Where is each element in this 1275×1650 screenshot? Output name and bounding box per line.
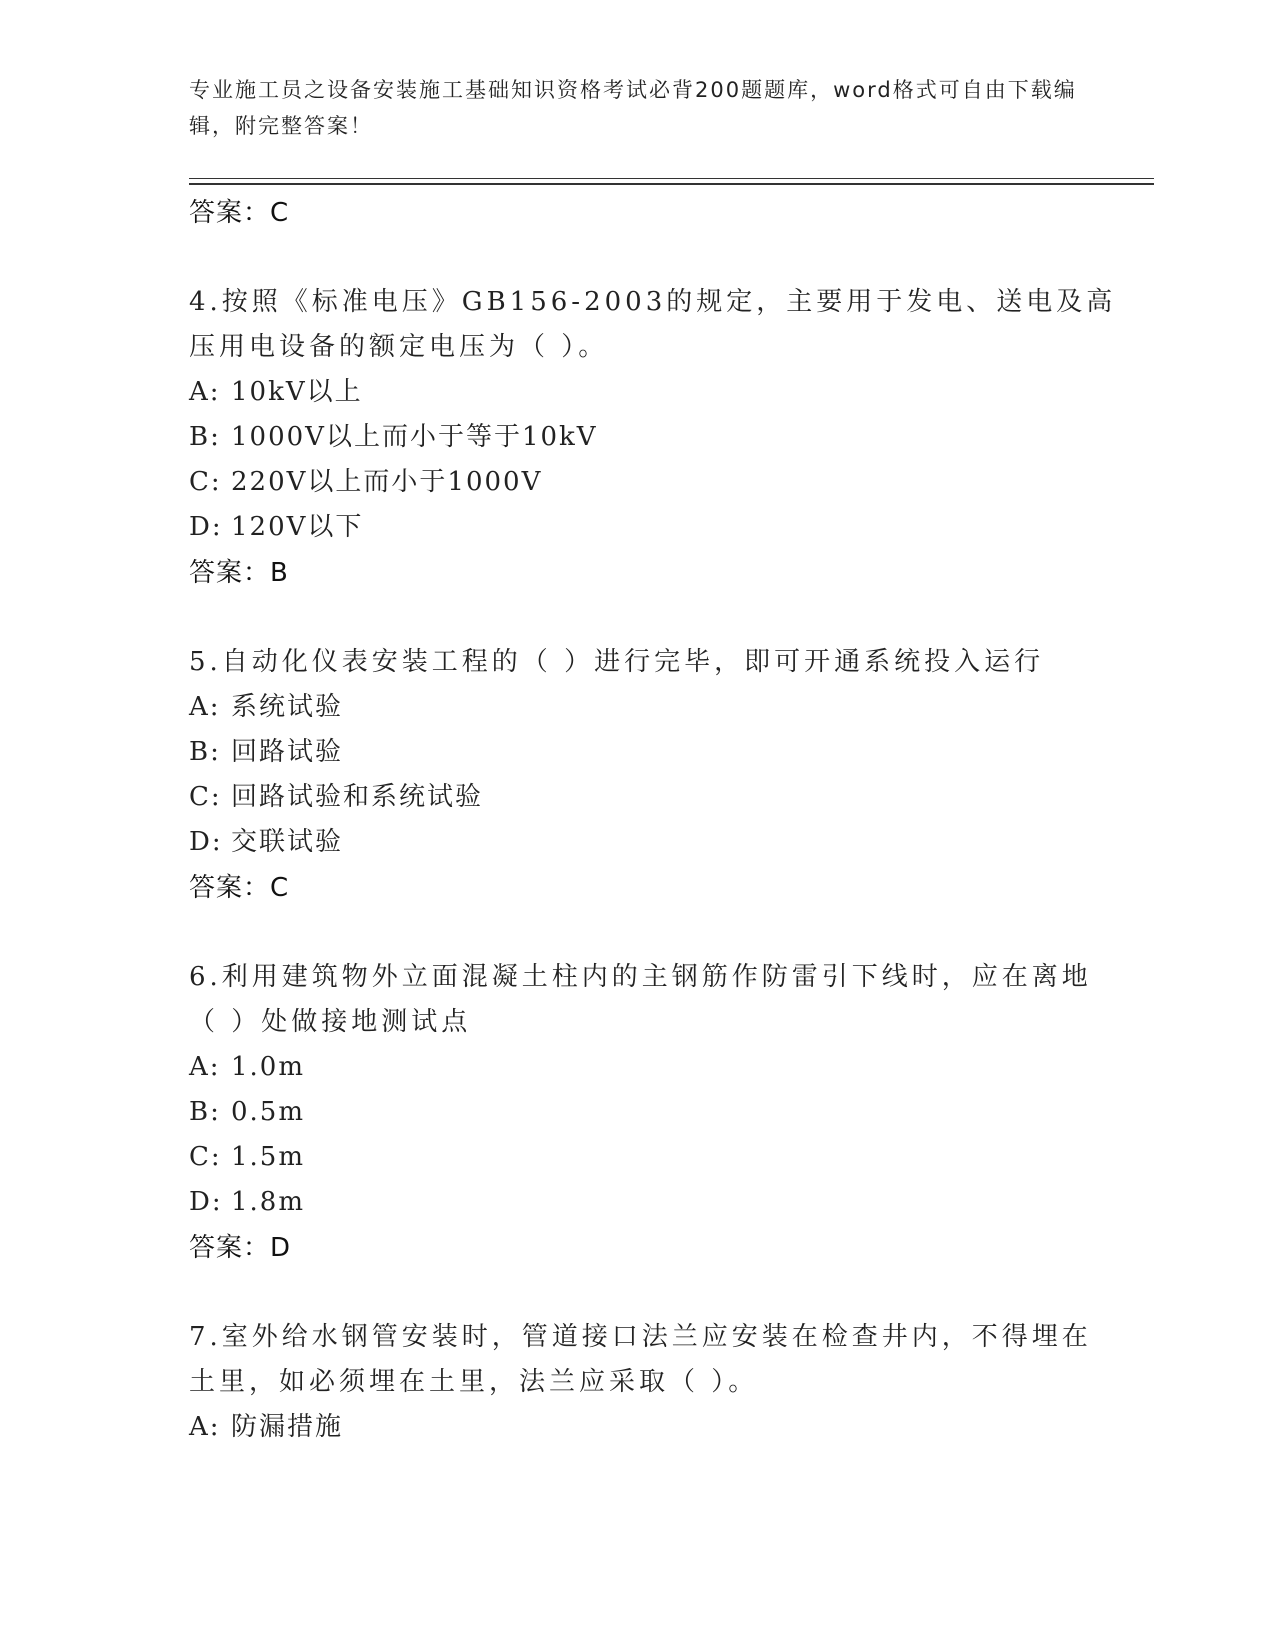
option-a — [189, 1045, 1119, 1090]
option-a — [189, 685, 1119, 730]
question-text: 7.室外给水钢管安装时，管道接口法兰应安装在检查井内，不得埋在土里，如必须埋在土里，法兰应采取（ ）。 — [189, 1322, 1092, 1397]
option-letter: C: — [189, 1142, 222, 1172]
answer-line: 答案：C — [189, 198, 290, 228]
option-letter: C: — [189, 467, 222, 497]
option-letter: B: — [189, 422, 221, 452]
option-text: 10kV以上 — [231, 377, 363, 407]
option-d — [189, 505, 1119, 550]
option-c — [189, 775, 1119, 820]
option-a — [189, 370, 1119, 415]
option-text: 1.0m — [231, 1052, 306, 1082]
question-text: 5.自动化仪表安装工程的（ ）进行完毕，即可开通系统投入运行 — [189, 647, 1045, 677]
option-b — [189, 730, 1119, 775]
question-text: 4.按照《标准电压》GB156-2003的规定，主要用于发电、送电及高压用电设备的额定电压为（ ）。 — [189, 287, 1117, 362]
question-item — [189, 280, 1119, 596]
option-text: 系统试验 — [231, 692, 344, 722]
option-text: 1.8m — [231, 1187, 306, 1217]
option-d — [189, 820, 1119, 865]
option-letter: D: — [189, 827, 223, 857]
option-text: 120V以下 — [231, 512, 364, 542]
question-item — [189, 955, 1119, 1271]
option-text: 交联试验 — [231, 827, 344, 857]
answer-line: 答案：B — [189, 558, 289, 588]
option-text: 回路试验 — [231, 737, 344, 767]
answer-line: 答案：D — [189, 1233, 292, 1263]
option-b — [189, 415, 1119, 460]
option-text: 1.5m — [231, 1142, 306, 1172]
option-letter: A: — [189, 1412, 221, 1442]
option-c — [189, 460, 1119, 505]
option-text: 回路试验和系统试验 — [231, 782, 484, 812]
option-letter: A: — [189, 1052, 221, 1082]
header-divider-thick — [189, 183, 1154, 185]
option-letter: C: — [189, 782, 222, 812]
option-letter: B: — [189, 737, 221, 767]
option-d — [189, 1180, 1119, 1225]
option-c — [189, 1135, 1119, 1180]
option-letter: B: — [189, 1097, 221, 1127]
option-letter: D: — [189, 512, 223, 542]
option-b — [189, 1090, 1119, 1135]
document-header: 专业施工员之设备安装施工基础知识资格考试必背200题题库，word格式可自由下载编辑，附完整答案！ — [189, 78, 1077, 138]
header-divider-thin — [189, 178, 1154, 179]
question-text: 6.利用建筑物外立面混凝土柱内的主钢筋作防雷引下线时，应在离地（ ）处做接地测试点 — [189, 962, 1092, 1037]
option-letter: A: — [189, 377, 221, 407]
option-text: 220V以上而小于1000V — [231, 467, 543, 497]
option-letter: A: — [189, 692, 221, 722]
option-text: 0.5m — [231, 1097, 306, 1127]
question-list — [189, 190, 1119, 1450]
question-item — [189, 1315, 1119, 1450]
option-letter: D: — [189, 1187, 223, 1217]
option-text: 1000V以上而小于等于10kV — [231, 422, 598, 452]
answer-line: 答案：C — [189, 873, 290, 903]
question-item — [189, 640, 1119, 911]
option-a — [189, 1405, 1119, 1450]
option-text: 防漏措施 — [231, 1412, 344, 1442]
